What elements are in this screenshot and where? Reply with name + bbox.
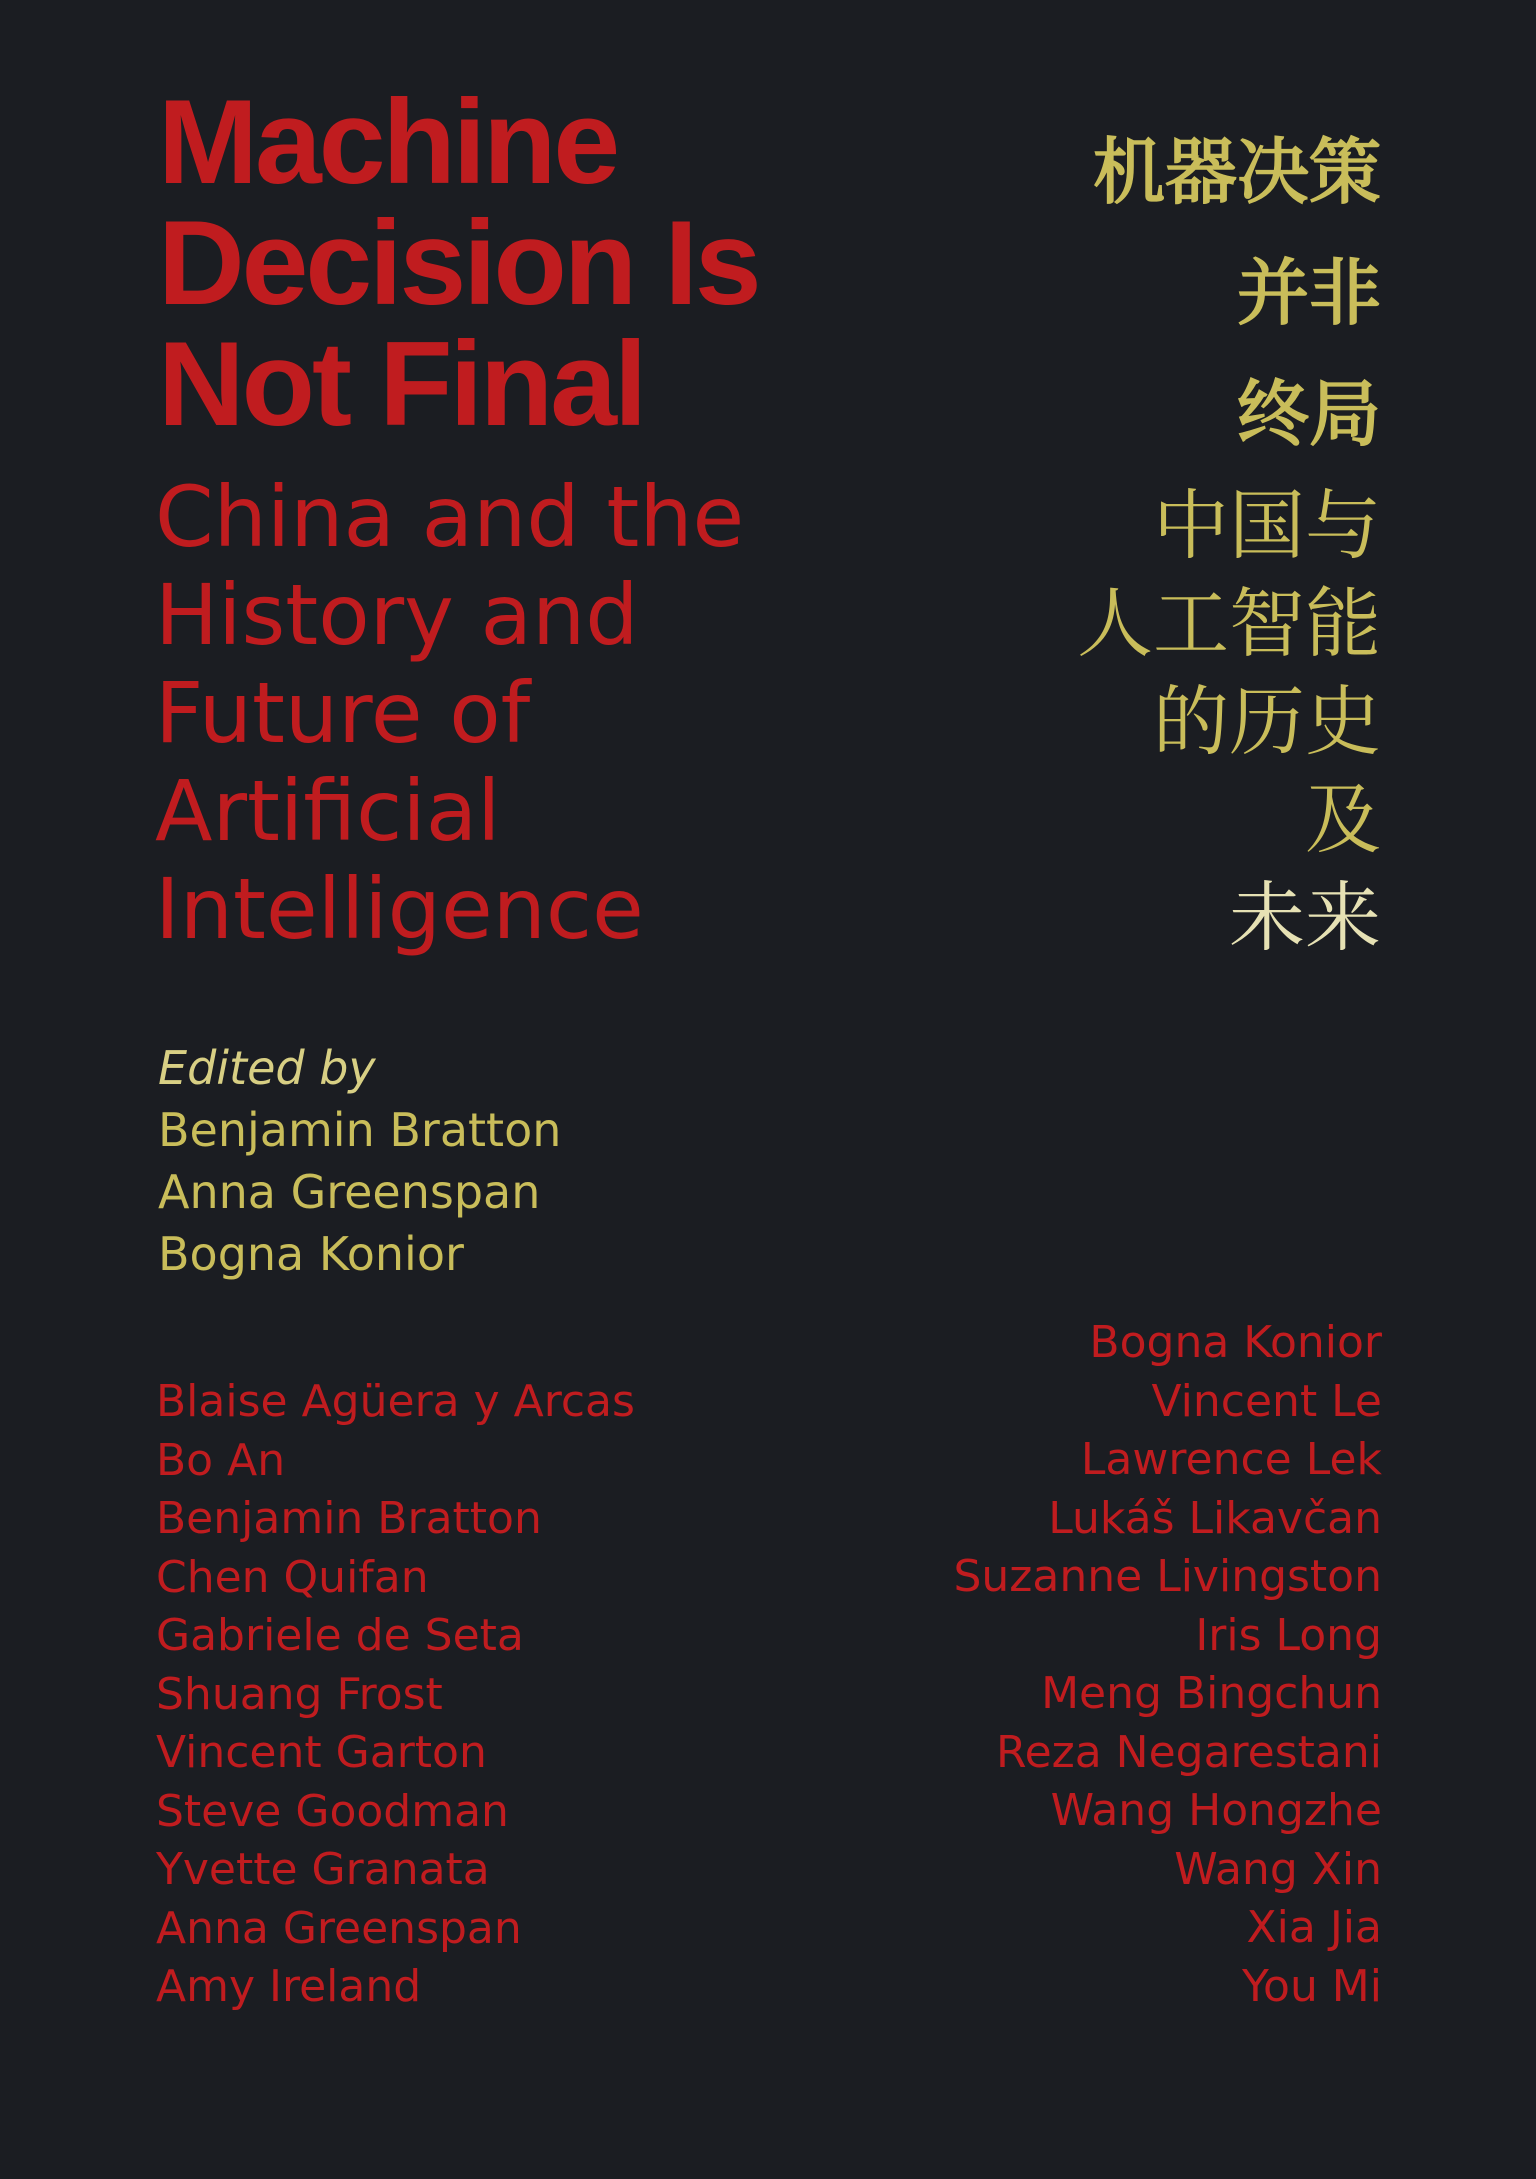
contributor-name: Gabriele de Seta xyxy=(156,1610,524,1661)
contributor-name: Wang Hongzhe xyxy=(1050,1785,1382,1836)
subtitle-zh-line: 未来 xyxy=(1229,873,1381,962)
editor-name: Anna Greenspan xyxy=(158,1165,541,1219)
title-line: Machine xyxy=(158,75,618,209)
contributor-name: Yvette Granata xyxy=(156,1844,490,1895)
editor-name: Bogna Konior xyxy=(158,1227,464,1281)
subtitle-line: China and the xyxy=(155,468,745,566)
subtitle-zh-line: 及 xyxy=(1305,775,1381,864)
title-zh-line: 机器决策 xyxy=(1092,130,1381,214)
contributor-name: Wang Xin xyxy=(1174,1843,1382,1895)
subtitle-line: Intelligence xyxy=(155,860,644,958)
editors-block xyxy=(158,1037,561,1285)
contributor-name: Vincent Le xyxy=(1151,1375,1382,1427)
contributor-name: Iris Long xyxy=(1195,1609,1382,1661)
edited-by-label: Edited by xyxy=(158,1041,376,1095)
contributor-name: Lawrence Lek xyxy=(1080,1434,1382,1485)
contributor-name: Vincent Garton xyxy=(156,1727,487,1778)
title-zh-line: 并非 xyxy=(1236,251,1381,335)
subtitle-chinese xyxy=(1077,477,1381,967)
subtitle-zh-line: 人工智能 xyxy=(1077,579,1381,668)
title-line: Not Final xyxy=(158,317,645,451)
contributor-name: Chen Quifan xyxy=(156,1551,429,1603)
contributor-name: Reza Negarestani xyxy=(995,1726,1382,1778)
subtitle-line: History and xyxy=(155,566,639,664)
contributor-name: Bo An xyxy=(156,1434,286,1486)
subtitle-line: Future of xyxy=(155,664,531,762)
contributor-name: Steve Goodman xyxy=(156,1785,509,1837)
contributor-name: Lukáš Likavčan xyxy=(1048,1492,1382,1544)
contributors-right-column xyxy=(953,1314,1382,2016)
contributor-name: Amy Ireland xyxy=(156,1961,422,2012)
title-chinese xyxy=(1093,112,1381,475)
contributor-name: Xia Jia xyxy=(1246,1902,1382,1953)
subtitle-zh-line: 的历史 xyxy=(1153,677,1381,766)
contributors-left-column xyxy=(156,1373,635,2017)
contributor-name: Suzanne Livingston xyxy=(953,1551,1382,1602)
subtitle-line: Artificial xyxy=(155,762,501,860)
subtitle-english xyxy=(155,468,744,958)
contributor-name: You Mi xyxy=(1241,1960,1382,2012)
title-english xyxy=(158,75,759,451)
contributor-name: Shuang Frost xyxy=(156,1668,443,1720)
contributor-name: Blaise Agüera y Arcas xyxy=(156,1376,635,1427)
subtitle-zh-line: 中国与 xyxy=(1153,481,1381,570)
editor-name: Benjamin Bratton xyxy=(158,1103,562,1157)
contributor-name: Anna Greenspan xyxy=(156,1902,522,1954)
contributor-name: Bogna Konior xyxy=(1089,1317,1382,1368)
title-zh-line: 终局 xyxy=(1236,372,1381,456)
contributor-name: Meng Bingchun xyxy=(1041,1668,1382,1719)
contributor-name: Benjamin Bratton xyxy=(156,1493,542,1544)
title-line: Decision Is xyxy=(158,196,759,330)
